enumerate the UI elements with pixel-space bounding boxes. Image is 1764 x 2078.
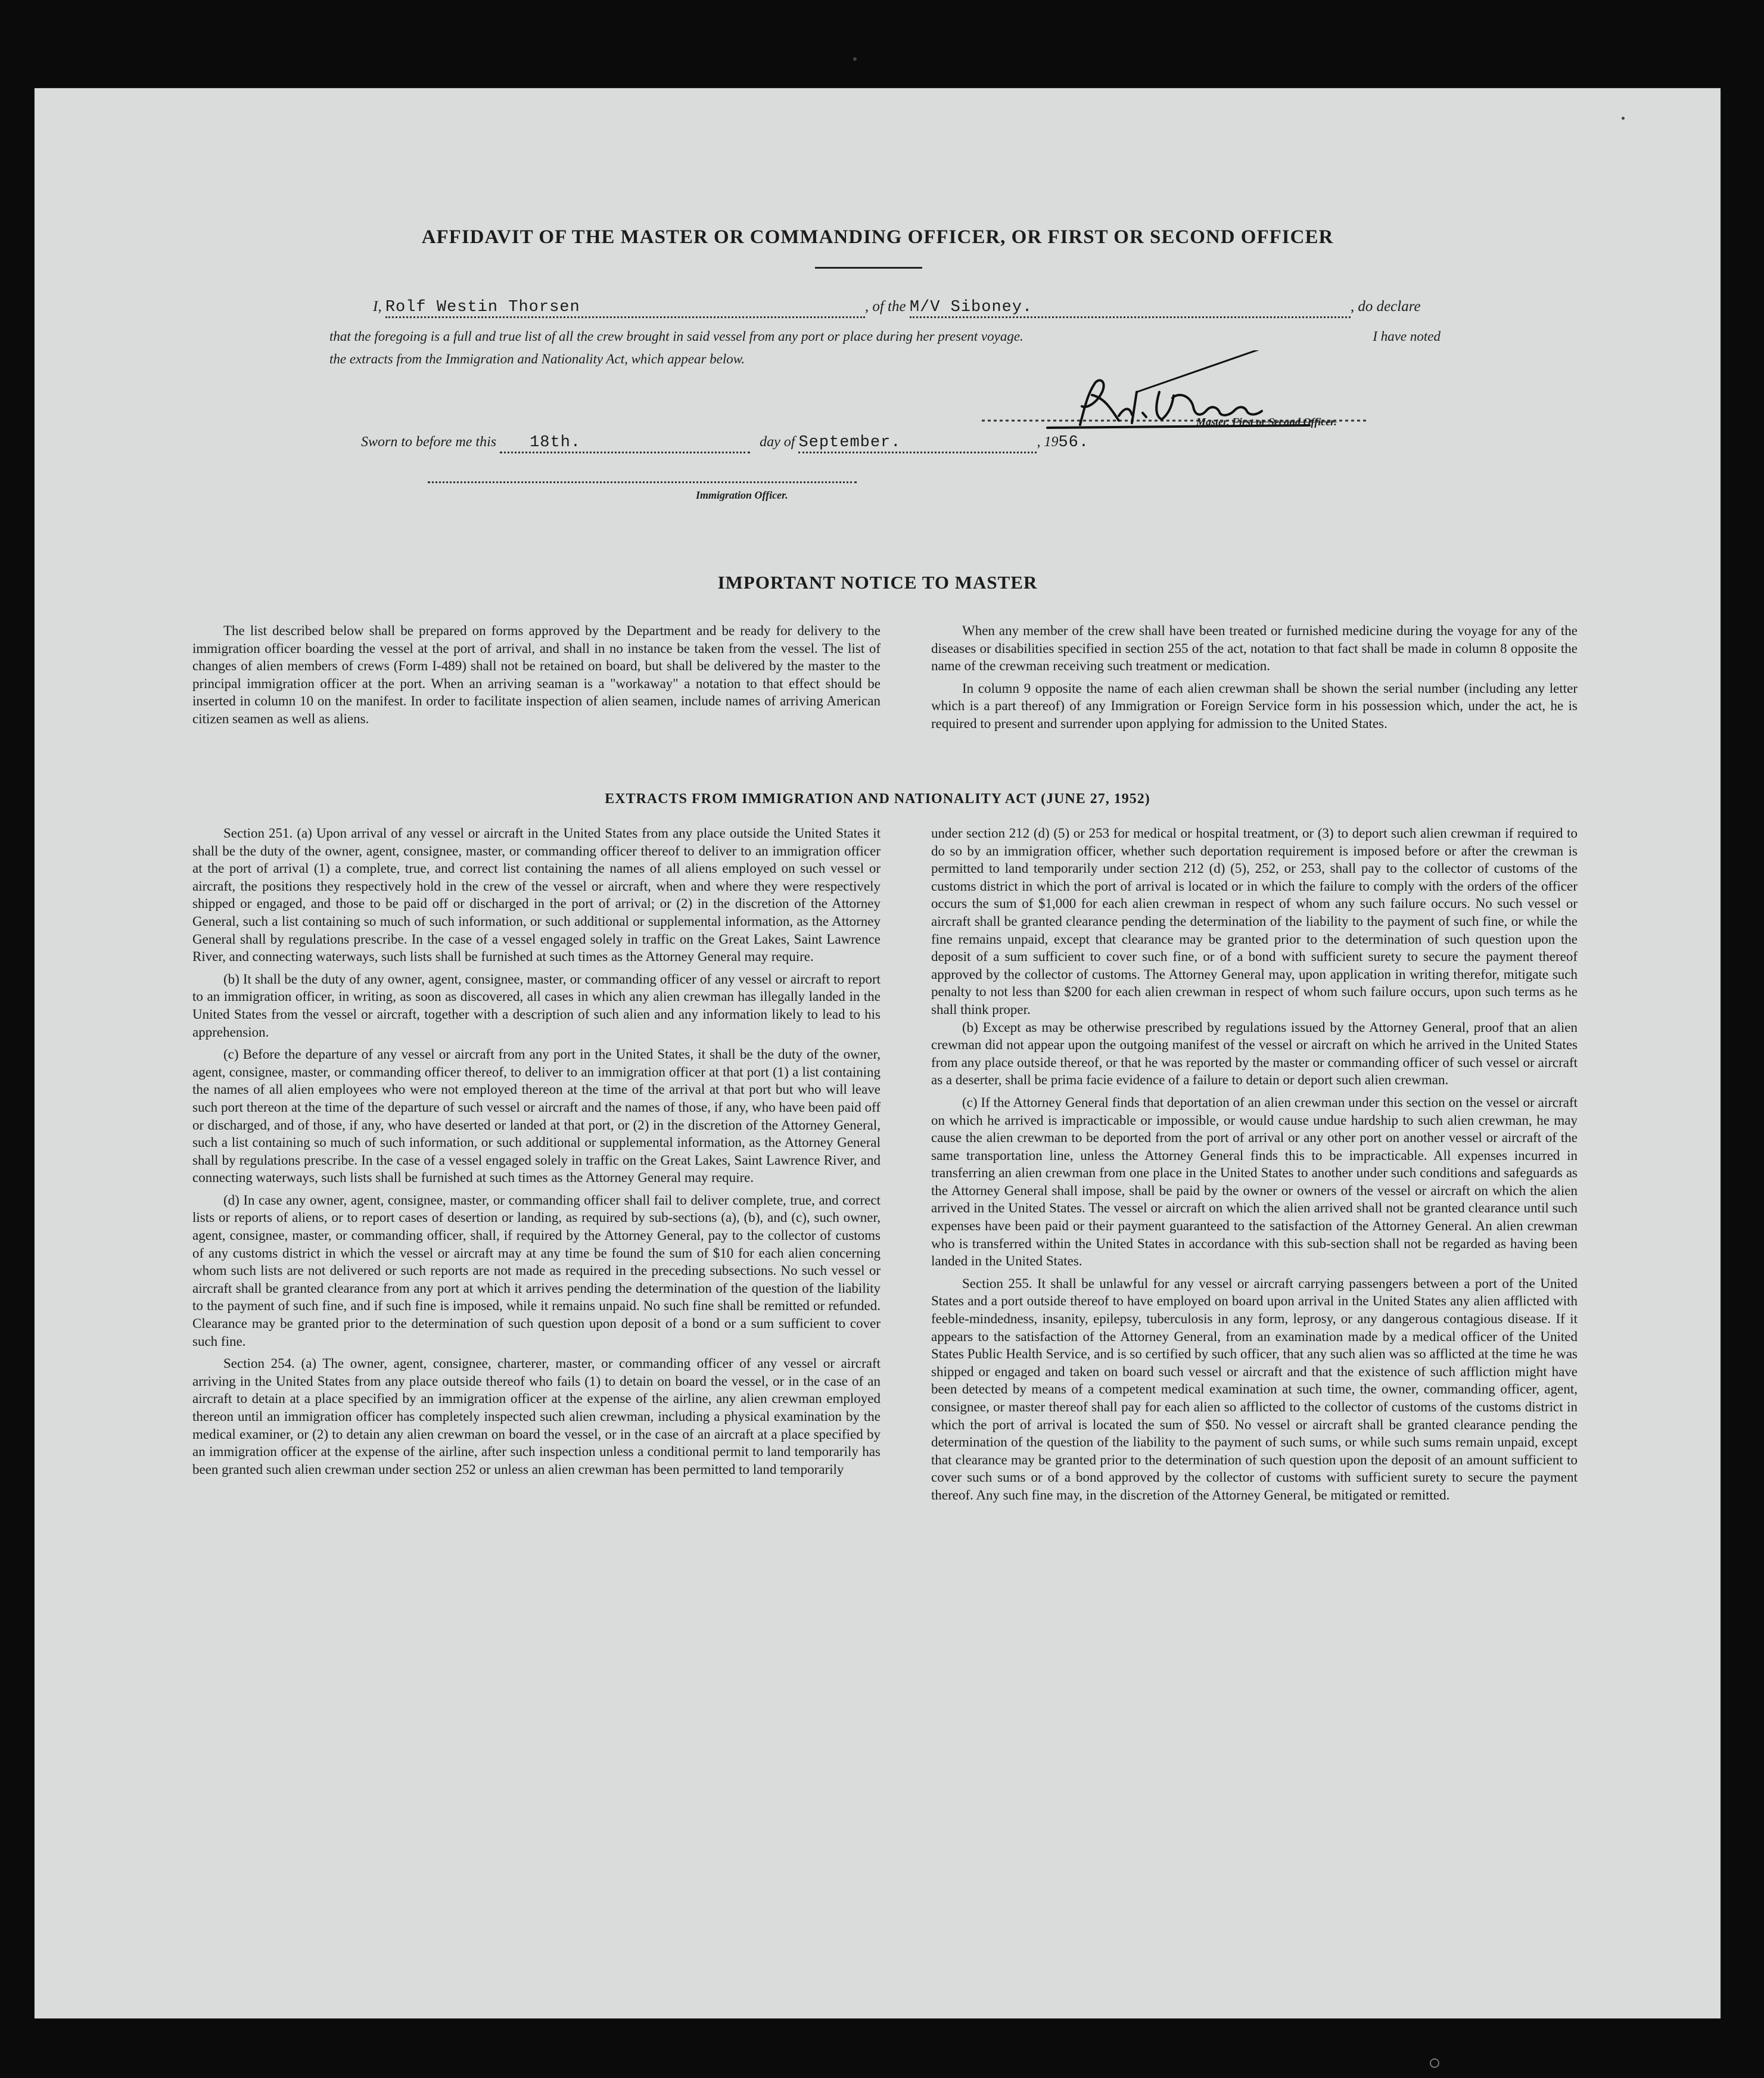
year-suffix: 56.: [1058, 434, 1090, 452]
title-divider: [815, 267, 922, 269]
caption-struck: First or Second Officer.: [1232, 416, 1337, 428]
extract-paragraph: Section 255. It shall be unlawful for any vessel or aircraft carrying passengers between a port of the United States and a port outside thereof to have employed on board upon arrival in the United States any alien afflicted with feeble-mindedness, insanity, epilepsy, tuberculosis in any form, leprosy, or any dangerous contagious disease. If it appears to the satisfaction of the Attorney General, from an examination made by a medical officer of the United States Public Health Service, and is so certified by such officer, that any such alien was so afflicted at the time he was shipped or engaged and taken on board such vessel or aircraft and that the existence of such affliction might have been detected by means of a competent medical examination at such time, the owner, commanding officer, agent, consignee, or master thereof shall pay for each alien so afflicted to the collector of customs of the customs district in which the port of arrival is located the sum of $50. No vessel or aircraft shall be granted clearance pending the determination of the question of the liability to the payment of such sums, or while such sums remain unpaid, except that clearance may be granted prior to the determination of such question upon the deposit of an amount sufficient to cover such sums or of a bond approved by the collector of customs with sufficient surety to secure the payment thereof. Any such fine may, in the discretion of the Attorney General, be mitigated or remitted.: [931, 1276, 1578, 1502]
declaration-of-the: , of the: [864, 298, 906, 315]
sworn-prefix: Sworn to before me this: [361, 434, 497, 450]
affidavit-title: AFFIDAVIT OF THE MASTER OR COMMANDING OFFICER, OR FIRST OR SECOND OFFICER: [421, 226, 1334, 248]
extract-paragraph: (b) Except as may be otherwise prescribed by regulations issued by the Attorney General, proof that an alien crewman did not appear upon the outgoing manifest of the vessel or aircraft on which he arrived in the United States from any place outside thereof, or that he was reported by the master or commanding officer of such vessel or aircraft as a deserter, shall be prima facie evidence of a failure to detain or deport such alien crewman.: [931, 1019, 1578, 1088]
notice-paragraph: The list described below shall be prepared on forms approved by the Department and be ready for delivery to the immigration officer boarding the vessel at the port of arrival, and shall in no instance be taken from the vessel. The list of changes of alien members of crews (Form I-489) shall not be retained on board, but shall be delivered by the master to the principal immigration officer at the port. When an arriving seaman is a "workaway" a notation to that effect should be inserted in column 10 on the manifest. In order to facilitate inspection of alien seamen, include names of arriving American citizen seamen as well as aliens.: [192, 623, 881, 726]
declaration-line-1: [373, 298, 1421, 318]
vessel-name-value: M/V Siboney.: [909, 298, 1033, 316]
declaration-text-2: that the foregoing is a full and true list of all the crew brought in said vessel from any port or place during her present voyage.: [329, 329, 1023, 344]
declaration-do-declare: , do declare: [1350, 298, 1421, 315]
extract-paragraph: Section 254. (a) The owner, agent, consignee, charterer, master, or commanding officer of any vessel or aircraft arriving in the United States from any place outside thereof who fails (1) to detain on board the vessel, or in the case of an aircraft to detain at a place specified by an immigration officer at the expense of the airline, any alien crewman employed thereon until an immigration officer has completely inspected such alien crewman, including a physical examination by the medical examiner, or (2) to detain any alien crewman on board the vessel, or in the case of an aircraft at a place specified by an immigration officer at the expense of the airline, after such inspection unless a conditional permit to land temporarily has been granted such alien crewman under section 252 or unless an alien crewman has been permitted to land temporarily: [192, 1356, 881, 1477]
vessel-name-field: [910, 298, 1351, 318]
declaration-noted: I have noted: [1373, 329, 1441, 344]
sworn-day-value: 18th.: [530, 434, 581, 452]
scan-speck: [1430, 2058, 1439, 2068]
notice-title: IMPORTANT NOTICE TO MASTER: [717, 572, 1038, 593]
immigration-officer-label: Immigration Officer.: [696, 489, 788, 501]
notice-paragraph: In column 9 opposite the name of each alien crewman shall be shown the serial number (including any letter which is a part thereof) of any Immigration or Foreign Service form in his possession which, under the act, he is required to present and surrender upon applying for admission to the United States.: [931, 680, 1578, 731]
signature-caption: [1196, 416, 1337, 428]
scan-speck: [1622, 117, 1625, 120]
extracts-title: EXTRACTS FROM IMMIGRATION AND NATIONALITY ACT (JUNE 27, 1952): [605, 791, 1150, 807]
master-name-value: Rolf Westin Thorsen: [385, 298, 580, 316]
immigration-officer-signature-line: [428, 481, 857, 483]
declaration-line-3: the extracts from the Immigration and Nationality Act, which appear below.: [329, 351, 745, 366]
day-of-label: day of: [760, 434, 795, 450]
notice-right-column: [931, 622, 1578, 738]
sworn-day-field: [500, 434, 750, 453]
declaration-i: I,: [373, 298, 382, 315]
sworn-month-value: September.: [798, 434, 901, 452]
year-prefix: , 19: [1037, 434, 1059, 450]
document-page: [35, 88, 1721, 2018]
extract-paragraph: (d) In case any owner, agent, consignee, master, or commanding officer shall fail to deliver complete, true, and correct lists or reports of aliens, or to report cases of desertion or landing, as required by sub-sections (a), (b), and (c), such owner, agent, consignee, master, or commanding officer, shall, if required by the Attorney General, pay to the collector of customs of any customs district in which the vessel or aircraft may at any time be found the sum of $10 for each alien concerning whom such lists are not delivered or such reports are not made as required in the preceding subsections. No such vessel or aircraft shall be granted clearance from any port at which it arrives pending the determination of the question of the liability to the payment of such fine, and if such fine is imposed, while it remains unpaid. No such fine shall be remitted or refunded. Clearance may be granted prior to the determination of such question upon deposit of a bond or a sum sufficient to cover such fine.: [192, 1192, 881, 1349]
extract-paragraph: Section 251. (a) Upon arrival of any vessel or aircraft in the United States from any place outside the United States it shall be the duty of the owner, agent, consignee, master, or commanding officer thereof to deliver to an immigration officer at the port of arrival (1) a complete, true, and correct list containing the names of all aliens employed on such vessel or aircraft, the positions they respectively hold in the crew of the vessel or aircraft, when and where they were respectively shipped or engaged, and those to be paid off or discharged in the port of arrival; or (2) in the discretion of the Attorney General, such a list containing so much of such information, or such additional or supplemental information, as the Attorney General shall by regulations prescribe. In the case of a vessel engaged solely in traffic on the Great Lakes, Saint Lawrence River, and connecting waterways, such lists shall be furnished at such times as the Attorney General may require.: [192, 826, 881, 965]
extract-paragraph: under section 212 (d) (5) or 253 for medical or hospital treatment, or (3) to deport such alien crewman if required to do so by an immigration officer, whether such deportation requirement is imposed before or after the crewman is permitted to land temporarily under section 212 (d) (5), 252, or 253, shall pay to the collector of customs of the customs district in which the port of arrival is located or in which the failure to comply with the orders of the officer occurs the sum of $1,000 for each alien crewman in respect of whom any such failure occurs. No such vessel or aircraft shall be granted clearance pending the determination of the liability to the payment of such fine, or while the fine remains unpaid, except that clearance may be granted prior to the determination of such question upon the deposit of a sum sufficient to cover such fine, or of a bond with sufficient surety to secure the payment thereof approved by the collector of customs. The Attorney General may, upon application in writing therefor, mitigate such penalty to not less than $200 for each alien crewman in respect of whom such failure occurs, upon such terms as he shall think proper.: [931, 826, 1578, 1017]
sworn-line: [361, 434, 1089, 453]
notice-paragraph: When any member of the crew shall have been treated or furnished medicine during the voyage for any of the diseases or disabilities specified in section 255 of the act, notation to that fact shall be made in column 8 opposite the name of the crewman receiving such treatment or medication.: [931, 623, 1578, 674]
notice-left-column: [192, 622, 881, 733]
master-name-field: [385, 298, 865, 318]
sworn-month-field: [798, 434, 1037, 453]
extracts-right-column: [931, 825, 1578, 1509]
extract-paragraph: (b) It shall be the duty of any owner, agent, consignee, master, or commanding officer of any vessel or aircraft to report to an immigration officer, in writing, as soon as discovered, all cases in which any alien crewman has illegally landed in the United States from the vessel or aircraft, together with a description of such alien and any information likely to lead to his apprehension.: [192, 971, 881, 1040]
declaration-line-2: [329, 329, 1441, 344]
extract-paragraph: (c) If the Attorney General finds that deportation of an alien crewman under this section on the vessel or aircraft on which he arrived is impracticable or impossible, or would cause undue hardship to such alien crewman, he may cause the alien crewman to be deported from the port of arrival or any other port on another vessel or aircraft of the same transportation line, unless the Attorney General finds this to be impracticable. All expenses incurred in transferring an alien crewman from one place in the United States to another under such conditions and safeguards as the Attorney General shall impose, shall be paid by the owner or owners of the vessel or aircraft on which the alien arrived in the United States. The vessel or aircraft on which the alien arrived shall not be granted clearance until such expenses have been paid or their payment guaranteed to the satisfaction of the Attorney General. An alien crewman who is transferred within the United States in accordance with this sub-section shall not be regarded as having been landed in the United States.: [931, 1094, 1578, 1269]
extract-paragraph: (c) Before the departure of any vessel or aircraft from any port in the United States, it shall be the duty of the owner, agent, consignee, master, or commanding officer thereof, to deliver to an immigration officer at that port (1) a list containing the names of all alien employees who were not employed thereon at the time of the arrival at that port but who will leave such port thereon at the time of the departure of such vessel or aircraft and the names of those, if any, who have been paid off or discharged, and of those, if any, who have deserted or landed at that port, or (2) in the discretion of the Attorney General, such a list containing so much of such information, or such additional or supplemental information, as the Attorney General shall by regulations prescribe. In the case of a vessel engaged solely in traffic on the Great Lakes, Saint Lawrence River, and connecting waterways, such lists shall be furnished at such times as the Attorney General may require.: [192, 1047, 881, 1186]
caption-master: Master,: [1196, 416, 1230, 428]
extracts-left-column: [192, 825, 881, 1483]
scan-speck: [853, 57, 857, 61]
